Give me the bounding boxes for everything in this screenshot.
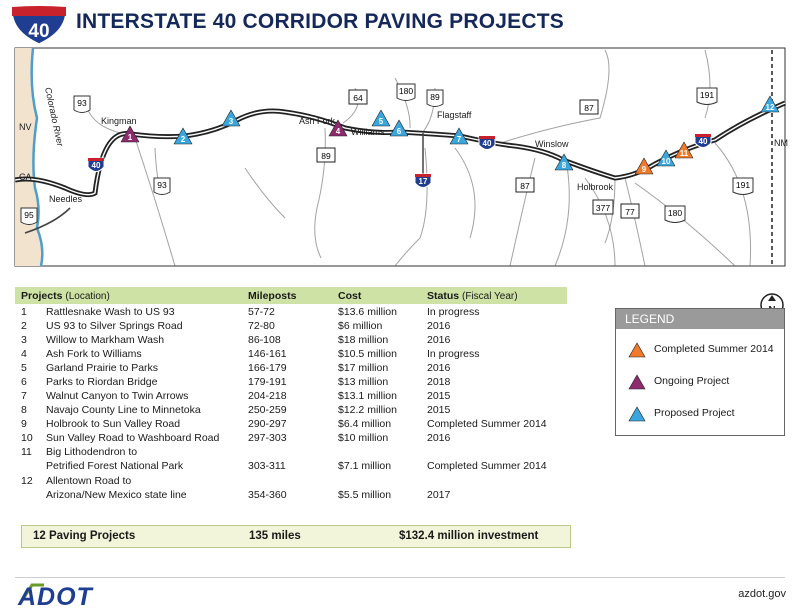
table-header [15,287,567,304]
header-cost: Cost [338,290,362,302]
row-mileposts: 166-179 [248,362,287,374]
row-project: Sun Valley Road to Washboard Road [46,432,220,444]
row-project: Navajo County Line to Minnetoka [46,404,201,416]
row-project: Holbrook to Sun Valley Road [46,418,181,430]
table-row [15,348,567,362]
route-93-north-shield-icon [74,96,90,113]
route-87-north-label: 87 [584,103,594,113]
row-status: 2015 [427,404,451,416]
route-93-north-label: 93 [77,98,87,108]
city-winslow: Winslow [535,139,569,149]
table-row [15,376,567,390]
table-row [15,432,567,446]
table-row [15,460,567,474]
route-64-label: 64 [353,93,363,103]
city-flagstaff: Flagstaff [437,110,472,120]
header-status-sub: (Fiscal Year) [462,291,518,302]
row-cost: $13.6 million [338,306,397,318]
row-mileposts: 250-259 [248,404,287,416]
proposed-triangle-icon [628,406,646,422]
total-projects: 12 Paving Projects [33,530,136,542]
row-mileposts: 57-72 [248,306,275,318]
row-mileposts: 354-360 [248,489,287,501]
legend-label-ongoing: Ongoing Project [654,375,730,387]
row-cost: $13 million [338,376,389,388]
row-status: 2015 [427,390,451,402]
marker-2-label: 2 [180,135,186,144]
row-project: Ash Fork to Williams [46,348,142,360]
route-77-shield-icon [621,204,639,218]
route-87-south-shield-icon [516,178,534,192]
table-row [15,390,567,404]
route-180-west-label: 180 [398,86,414,96]
city-williams: Williams [351,127,385,137]
row-project: Allentown Road to [46,475,132,487]
i-40-east-label: 40 [698,137,708,146]
page-title: INTERSTATE 40 CORRIDOR PAVING PROJECTS [76,10,564,33]
legend [615,308,785,436]
row-status: 2016 [427,334,451,346]
row-number: 4 [21,348,27,360]
route-191-north-label: 191 [699,90,715,100]
row-project: Big Lithodendron to [46,446,138,458]
i-40-central-label: 40 [482,139,492,148]
marker-11-label: 11 [679,149,689,158]
row-cost: $6 million [338,320,383,332]
city-holbrook: Holbrook [577,182,614,192]
row-status: 2016 [427,362,451,374]
i-40-west-label: 40 [91,161,101,170]
row-status: 2016 [427,432,451,444]
route-89-north-shield-icon [427,90,443,107]
city-needles: Needles [49,194,83,204]
row-number: 5 [21,362,27,374]
row-number: 12 [21,475,33,487]
route-64-shield-icon [349,90,367,104]
marker-1-label: 1 [127,133,133,142]
city-kingman: Kingman [101,116,137,126]
row-number: 10 [21,432,33,444]
total-miles: 135 miles [249,530,301,542]
row-project: Rattlesnake Wash to US 93 [46,306,175,318]
route-93-south-shield-icon [154,178,170,195]
row-mileposts: 297-303 [248,432,287,444]
row-cost: $18 million [338,334,389,346]
i-17-label: 17 [418,177,428,186]
state-label-nm: NM [774,138,788,148]
route-180-east-label: 180 [667,208,683,218]
row-cost: $13.1 million [338,390,397,402]
row-project: Willow to Markham Wash [46,334,165,346]
route-191-north-shield-icon [697,88,717,105]
route-377-shield-icon [593,200,613,214]
header-status-label: Status [427,290,460,302]
header-projects-sub: (Location) [65,291,110,302]
route-87-north-shield-icon [580,100,598,114]
shield-number: 40 [28,21,50,42]
table-row [15,334,567,348]
footer-divider [15,577,785,578]
row-cost: $17 million [338,362,389,374]
row-number: 2 [21,320,27,332]
state-label-nv: NV [19,122,32,132]
row-mileposts: 204-218 [248,390,287,402]
marker-9-label: 9 [641,165,647,174]
route-89-south-label: 89 [321,151,331,161]
row-project: Walnut Canyon to Twin Arrows [46,390,189,402]
route-87-south-label: 87 [520,181,530,191]
row-mileposts: 303-311 [248,460,286,472]
i-40-shield-central-icon [479,136,495,150]
route-89-south-shield-icon [317,148,335,162]
adot-logo-text: ADOT [18,583,93,609]
table-row [15,362,567,376]
row-cost: $10.5 million [338,348,397,360]
header-projects-label: Projects [21,290,63,302]
row-number: 1 [21,306,27,318]
row-number: 6 [21,376,27,388]
table-row [15,489,567,503]
row-project-continued: Arizona/New Mexico state line [46,489,187,501]
legend-title: LEGEND [616,309,784,329]
row-number: 3 [21,334,27,346]
header-mileposts: Mileposts [248,290,297,302]
city-ash-fork: Ash Fork [299,116,336,126]
table-row [15,306,567,320]
row-cost: $5.5 million [338,489,392,501]
total-investment: $132.4 million investment [399,530,539,542]
row-status: In progress [427,306,480,318]
legend-label-completed: Completed Summer 2014 [654,343,774,355]
river-label: Colorado River [43,86,66,148]
row-status: Completed Summer 2014 [427,418,547,430]
interstate-40-shield-icon [8,5,70,45]
row-cost: $7.1 million [338,460,392,472]
marker-7-label: 7 [456,135,462,144]
route-95-label: 95 [24,210,34,220]
row-status: In progress [427,348,480,360]
route-89-north-label: 89 [430,92,440,102]
route-180-west-shield-icon [397,84,415,101]
i-40-shield-east-icon [695,134,711,148]
table-row [15,418,567,432]
table-row [15,475,567,489]
completed-triangle-icon [628,342,646,358]
i-17-shield-icon [415,174,431,188]
row-number: 11 [21,446,32,458]
table-row [15,404,567,418]
row-project: Parks to Riordan Bridge [46,376,158,388]
route-77-label: 77 [625,207,635,217]
row-status: Completed Summer 2014 [427,460,547,472]
row-status: 2017 [427,489,451,501]
row-project-continued: Petrified Forest National Park [46,460,184,472]
marker-12-label: 12 [765,103,775,112]
row-mileposts: 146-161 [248,348,287,360]
marker-5-label: 5 [378,117,384,126]
totals-bar [21,525,571,548]
marker-6-label: 6 [396,127,402,136]
ongoing-triangle-icon [628,374,646,390]
state-label-ca: CA [19,172,32,182]
route-377-label: 377 [595,203,611,213]
route-180-east-shield-icon [665,206,685,223]
marker-8-label: 8 [561,161,567,170]
row-mileposts: 290-297 [248,418,287,430]
row-number: 8 [21,404,27,416]
marker-3-label: 3 [228,117,234,126]
route-93-south-label: 93 [157,180,167,190]
website-link[interactable]: azdot.gov [738,588,786,600]
row-mileposts: 72-80 [248,320,275,332]
corridor-map [15,48,788,266]
table-row [15,320,567,334]
row-cost: $6.4 million [338,418,392,430]
marker-4-label: 4 [335,127,341,136]
row-cost: $12.2 million [338,404,397,416]
table-row [15,446,567,460]
row-mileposts: 179-191 [248,376,287,388]
row-number: 9 [21,418,27,430]
row-cost: $10 million [338,432,389,444]
row-status: 2018 [427,376,451,388]
route-191-south-label: 191 [735,180,751,190]
route-191-south-shield-icon [733,178,753,195]
adot-logo [14,582,139,608]
legend-label-proposed: Proposed Project [654,407,735,419]
header-projects [21,290,110,302]
marker-10-label: 10 [661,157,671,166]
row-number: 7 [21,390,27,402]
header-status [427,290,518,302]
row-mileposts: 86-108 [248,334,281,346]
row-status: 2016 [427,320,451,332]
i-40-shield-west-icon [88,158,104,172]
route-95-shield-icon [21,208,37,225]
row-project: US 93 to Silver Springs Road [46,320,183,332]
row-project: Garland Prairie to Parks [46,362,159,374]
